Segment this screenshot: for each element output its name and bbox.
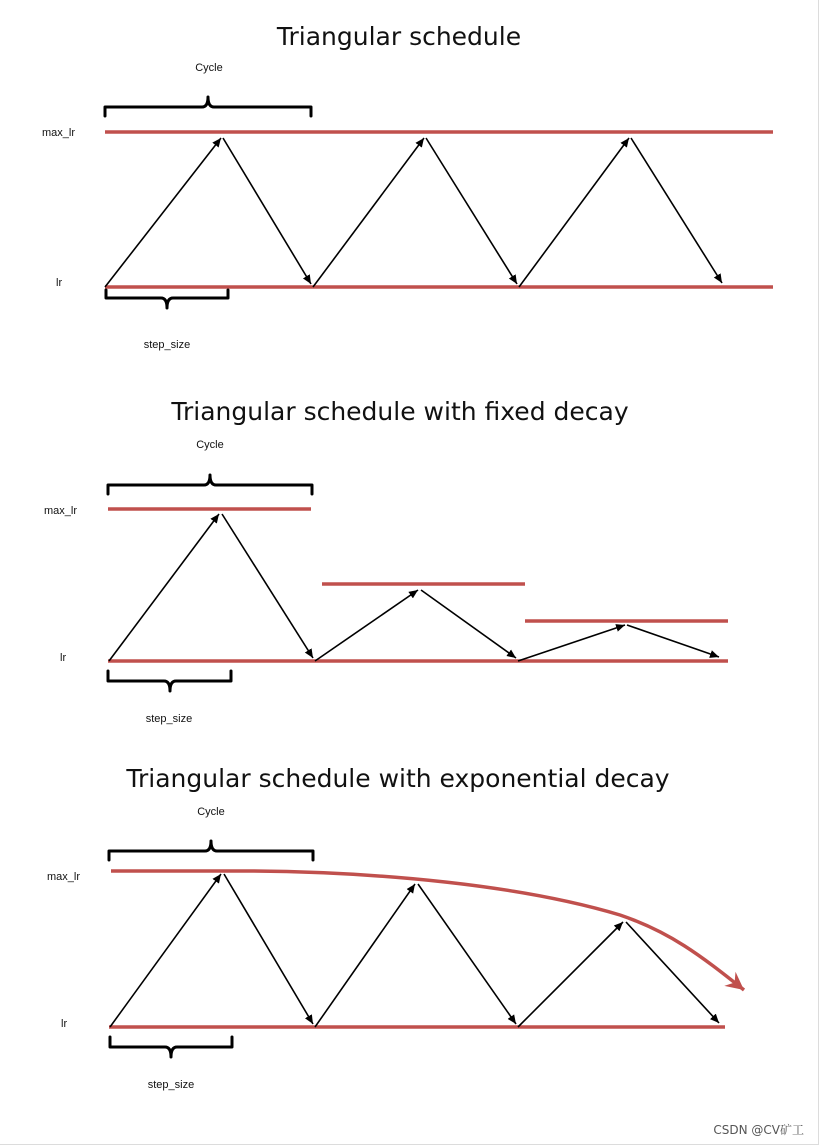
- lr-label: lr: [60, 652, 67, 664]
- step-size-label: step_size: [147, 1079, 195, 1091]
- step-size-brace: [106, 290, 228, 308]
- panel-triangular: [42, 22, 773, 351]
- exponential-decay-curve: [111, 871, 744, 990]
- arrow-up: [518, 922, 623, 1027]
- max-lr-label: max_lr: [42, 127, 76, 139]
- max-lr-label: max_lr: [44, 505, 78, 517]
- arrow-down: [627, 625, 719, 657]
- arrow-down: [631, 138, 722, 283]
- arrow-down: [426, 138, 517, 284]
- panel-exponential-decay: [47, 764, 744, 1091]
- panel-title: Triangular schedule with fixed decay: [171, 397, 629, 426]
- cycle-label: Cycle: [195, 62, 223, 74]
- cycle-brace: [105, 97, 311, 116]
- lr-label: lr: [56, 277, 63, 289]
- step-size-label: step_size: [145, 713, 193, 725]
- arrow-up: [105, 138, 221, 287]
- step-size-label: step_size: [143, 339, 191, 351]
- cycle-brace: [109, 841, 313, 860]
- arrow-down: [222, 514, 313, 658]
- lr-label: lr: [61, 1018, 68, 1030]
- max-lr-label: max_lr: [47, 871, 81, 883]
- arrow-up: [313, 138, 424, 287]
- panel-title: Triangular schedule: [276, 22, 522, 51]
- watermark: CSDN @CV矿工: [713, 1123, 804, 1137]
- step-size-brace: [108, 671, 231, 691]
- cycle-label: Cycle: [196, 439, 224, 451]
- arrow-down: [418, 884, 516, 1024]
- arrow-up: [109, 514, 219, 661]
- arrow-down: [224, 874, 313, 1024]
- arrow-up: [110, 874, 221, 1027]
- arrow-down: [421, 590, 516, 658]
- arrow-up: [315, 884, 415, 1027]
- arrow-up: [518, 625, 625, 661]
- arrow-up: [315, 590, 418, 661]
- panel-title: Triangular schedule with exponential decay: [126, 764, 670, 793]
- cycle-label: Cycle: [197, 806, 225, 818]
- arrow-down: [223, 138, 311, 284]
- step-size-brace: [110, 1037, 232, 1057]
- arrow-up: [519, 138, 629, 287]
- panel-fixed-decay: [44, 397, 728, 725]
- cycle-brace: [108, 475, 312, 494]
